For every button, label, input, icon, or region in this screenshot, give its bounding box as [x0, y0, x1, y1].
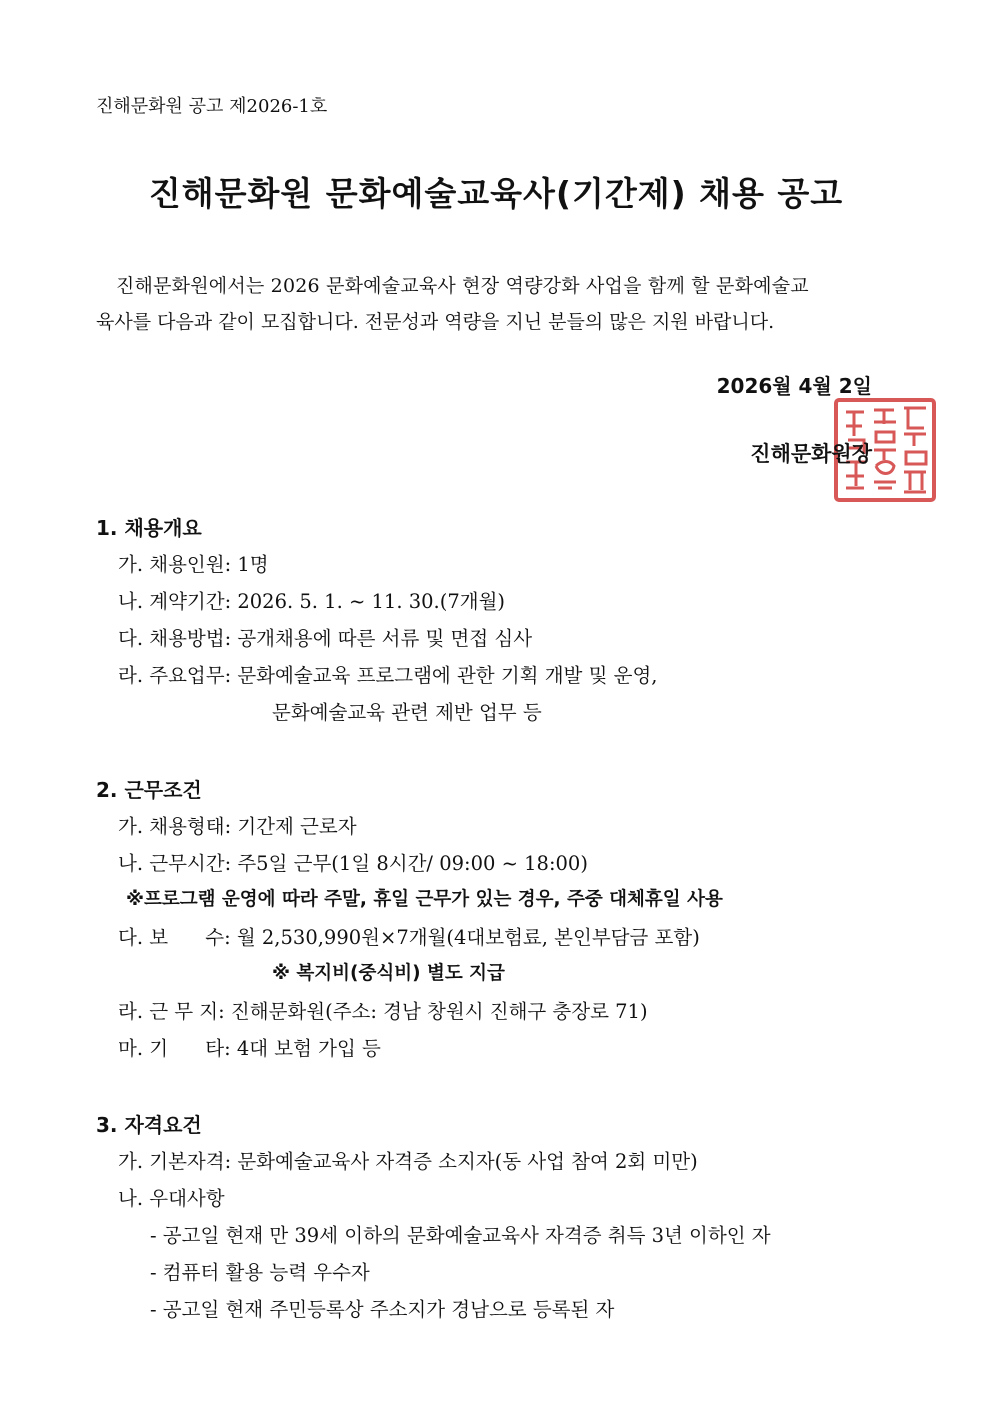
- intro-paragraph: [96, 268, 902, 340]
- conditions-weekend-note: ※프로그램 운영에 따라 주말, 휴일 근무가 있는 경우, 주중 대체휴일 사용: [126, 889, 723, 910]
- conditions-salary: 다. 보 수: 월 2,530,990원×7개월(4대보험료, 본인부담금 포함): [118, 926, 700, 949]
- preferred-item-computer-skills: - 컴퓨터 활용 능력 우수자: [150, 1261, 370, 1284]
- section-title-recruitment-overview: 1. 채용개요: [96, 516, 202, 540]
- overview-contract-period: 나. 계약기간: 2026. 5. 1. ~ 11. 30.(7개월): [118, 590, 506, 613]
- signer-name: 진해문화원장: [750, 442, 872, 466]
- conditions-working-hours: 나. 근무시간: 주5일 근무(1일 8시간/ 09:00 ~ 18:00): [118, 852, 588, 875]
- overview-main-duties: 라. 주요업무: 문화예술교육 프로그램에 관한 기획 개발 및 운영,: [118, 664, 658, 687]
- conditions-employment-type: 가. 채용형태: 기간제 근로자: [118, 815, 357, 838]
- overview-selection-method: 다. 채용방법: 공개채용에 따른 서류 및 면접 심사: [118, 627, 533, 650]
- intro-line-2: 육사를 다음과 같이 모집합니다. 전문성과 역량을 지닌 분들의 많은 지원 바랍니다.: [96, 311, 775, 333]
- notice-date: 2026월 4월 2일: [716, 374, 872, 398]
- qualifications-basic: 가. 기본자격: 문화예술교육사 자격증 소지자(동 사업 참여 2회 미만): [118, 1150, 698, 1173]
- document-title: 진해문화원 문화예술교육사(기간제) 채용 공고: [148, 174, 844, 213]
- intro-line-1: 진해문화원에서는 2026 문화예술교육사 현장 역량강화 사업을 함께 할 문화예술교: [116, 275, 809, 297]
- qualifications-preferred: 나. 우대사항: [118, 1187, 225, 1210]
- conditions-workplace: 라. 근 무 지: 진해문화원(주소: 경남 창원시 진해구 충장로 71): [118, 1000, 648, 1023]
- conditions-meal-allowance-note: ※ 복지비(중식비) 별도 지급: [272, 963, 505, 984]
- preferred-item-age-certificate: - 공고일 현재 만 39세 이하의 문화예술교육사 자격증 취득 3년 이하인 자: [150, 1224, 771, 1247]
- conditions-other: 마. 기 타: 4대 보험 가입 등: [118, 1037, 381, 1060]
- notice-number: 진해문화원 공고 제2026-1호: [96, 96, 328, 117]
- overview-main-duties-cont: 문화예술교육 관련 제반 업무 등: [272, 701, 542, 724]
- overview-headcount: 가. 채용인원: 1명: [118, 553, 269, 576]
- section-title-working-conditions: 2. 근무조건: [96, 778, 202, 802]
- preferred-item-residence: - 공고일 현재 주민등록상 주소지가 경남으로 등록된 자: [150, 1298, 615, 1321]
- section-title-qualifications: 3. 자격요건: [96, 1113, 202, 1137]
